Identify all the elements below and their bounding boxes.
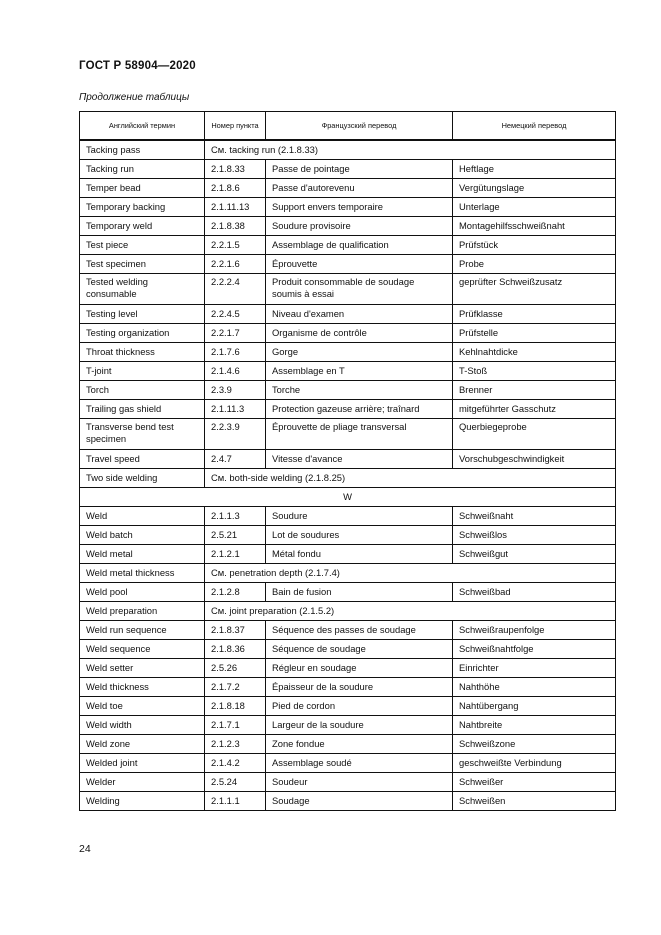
german-translation: Vergütungslage bbox=[453, 179, 616, 198]
french-translation: Soudeur bbox=[266, 773, 453, 792]
clause-number: 2.2.4.5 bbox=[205, 305, 266, 324]
french-translation: Vitesse d'avance bbox=[266, 450, 453, 469]
table-row bbox=[80, 343, 616, 362]
french-translation: Métal fondu bbox=[266, 545, 453, 564]
german-translation: Einrichter bbox=[453, 659, 616, 678]
reference-row bbox=[80, 602, 616, 621]
english-term: Weld width bbox=[80, 716, 205, 735]
english-term: Weld sequence bbox=[80, 640, 205, 659]
french-translation: Assemblage en T bbox=[266, 362, 453, 381]
french-translation: Soudure bbox=[266, 507, 453, 526]
german-translation: Schweißnahtfolge bbox=[453, 640, 616, 659]
cross-reference: См. both-side welding (2.1.8.25) bbox=[205, 469, 616, 488]
clause-number: 2.1.8.6 bbox=[205, 179, 266, 198]
clause-number: 2.3.9 bbox=[205, 381, 266, 400]
german-translation: Heftlage bbox=[453, 160, 616, 179]
english-term: Weld preparation bbox=[80, 602, 205, 621]
german-translation: Nahtübergang bbox=[453, 697, 616, 716]
clause-number: 2.5.24 bbox=[205, 773, 266, 792]
table-row bbox=[80, 274, 616, 305]
clause-number: 2.2.1.6 bbox=[205, 255, 266, 274]
french-translation: Largeur de la soudure bbox=[266, 716, 453, 735]
french-translation: Torche bbox=[266, 381, 453, 400]
english-term: Transverse bend test specimen bbox=[80, 419, 205, 450]
german-translation: mitgeführter Gasschutz bbox=[453, 400, 616, 419]
reference-row bbox=[80, 469, 616, 488]
table-row bbox=[80, 450, 616, 469]
clause-number: 2.5.21 bbox=[205, 526, 266, 545]
clause-number: 2.1.8.38 bbox=[205, 217, 266, 236]
english-term: Temporary backing bbox=[80, 198, 205, 217]
german-translation: geschweißte Verbindung bbox=[453, 754, 616, 773]
english-term: T-joint bbox=[80, 362, 205, 381]
clause-number: 2.2.2.4 bbox=[205, 274, 266, 305]
clause-number: 2.4.7 bbox=[205, 450, 266, 469]
french-translation: Éprouvette bbox=[266, 255, 453, 274]
german-translation: Schweißer bbox=[453, 773, 616, 792]
table-row bbox=[80, 255, 616, 274]
german-translation: Schweißnaht bbox=[453, 507, 616, 526]
clause-number: 2.1.8.18 bbox=[205, 697, 266, 716]
clause-number: 2.1.7.1 bbox=[205, 716, 266, 735]
german-translation: Schweißraupenfolge bbox=[453, 621, 616, 640]
french-translation: Protection gazeuse arrière; traînard bbox=[266, 400, 453, 419]
clause-number: 2.1.11.13 bbox=[205, 198, 266, 217]
clause-number: 2.2.3.9 bbox=[205, 419, 266, 450]
french-translation: Assemblage soudé bbox=[266, 754, 453, 773]
table-body bbox=[80, 140, 616, 811]
german-translation: Unterlage bbox=[453, 198, 616, 217]
german-translation: geprüfter Schweißzusatz bbox=[453, 274, 616, 305]
english-term: Trailing gas shield bbox=[80, 400, 205, 419]
page-number: 24 bbox=[79, 843, 91, 855]
reference-row bbox=[80, 564, 616, 583]
table-row bbox=[80, 773, 616, 792]
english-term: Testing organization bbox=[80, 324, 205, 343]
table-row bbox=[80, 179, 616, 198]
french-translation: Soudure provisoire bbox=[266, 217, 453, 236]
french-translation: Pied de cordon bbox=[266, 697, 453, 716]
german-translation: Schweißzone bbox=[453, 735, 616, 754]
french-translation: Bain de fusion bbox=[266, 583, 453, 602]
english-term: Tacking run bbox=[80, 160, 205, 179]
clause-number: 2.1.2.1 bbox=[205, 545, 266, 564]
french-translation: Zone fondue bbox=[266, 735, 453, 754]
french-translation: Lot de soudures bbox=[266, 526, 453, 545]
table-row bbox=[80, 324, 616, 343]
german-translation: Schweißgut bbox=[453, 545, 616, 564]
english-term: Weld metal thickness bbox=[80, 564, 205, 583]
french-translation: Organisme de contrôle bbox=[266, 324, 453, 343]
letter-divider-row bbox=[80, 488, 616, 507]
clause-number: 2.2.1.5 bbox=[205, 236, 266, 255]
english-term: Temporary weld bbox=[80, 217, 205, 236]
english-term: Travel speed bbox=[80, 450, 205, 469]
reference-row bbox=[80, 140, 616, 160]
clause-number: 2.1.7.2 bbox=[205, 678, 266, 697]
french-translation: Support envers temporaire bbox=[266, 198, 453, 217]
french-translation: Produit consommable de soudage soumis à essai bbox=[266, 274, 453, 305]
english-term: Weld zone bbox=[80, 735, 205, 754]
clause-number: 2.1.4.2 bbox=[205, 754, 266, 773]
cross-reference: См. penetration depth (2.1.7.4) bbox=[205, 564, 616, 583]
english-term: Weld pool bbox=[80, 583, 205, 602]
german-translation: Schweißlos bbox=[453, 526, 616, 545]
english-term: Testing level bbox=[80, 305, 205, 324]
clause-number: 2.1.2.8 bbox=[205, 583, 266, 602]
table-row bbox=[80, 659, 616, 678]
german-translation: Vorschubgeschwindigkeit bbox=[453, 450, 616, 469]
english-term: Welding bbox=[80, 792, 205, 811]
clause-number: 2.5.26 bbox=[205, 659, 266, 678]
document-code: ГОСТ Р 58904—2020 bbox=[79, 60, 196, 72]
clause-number: 2.1.2.3 bbox=[205, 735, 266, 754]
french-translation: Épaisseur de la soudure bbox=[266, 678, 453, 697]
german-translation: Prüfstelle bbox=[453, 324, 616, 343]
table-row bbox=[80, 697, 616, 716]
terms-table bbox=[79, 111, 616, 811]
english-term: Welded joint bbox=[80, 754, 205, 773]
french-translation: Éprouvette de pliage transversal bbox=[266, 419, 453, 450]
clause-number: 2.1.8.37 bbox=[205, 621, 266, 640]
english-term: Test piece bbox=[80, 236, 205, 255]
clause-number: 2.1.11.3 bbox=[205, 400, 266, 419]
column-header-french: Французский перевод bbox=[266, 112, 453, 141]
clause-number: 2.1.4.6 bbox=[205, 362, 266, 381]
english-term: Weld run sequence bbox=[80, 621, 205, 640]
german-translation: Kehlnahtdicke bbox=[453, 343, 616, 362]
german-translation: Prüfstück bbox=[453, 236, 616, 255]
french-translation: Régleur en soudage bbox=[266, 659, 453, 678]
german-translation: Nahthöhe bbox=[453, 678, 616, 697]
english-term: Weld batch bbox=[80, 526, 205, 545]
table-row bbox=[80, 754, 616, 773]
clause-number: 2.1.1.3 bbox=[205, 507, 266, 526]
clause-number: 2.1.7.6 bbox=[205, 343, 266, 362]
table-caption: Продолжение таблицы bbox=[79, 92, 190, 103]
cross-reference: См. tacking run (2.1.8.33) bbox=[205, 140, 616, 160]
clause-number: 2.2.1.7 bbox=[205, 324, 266, 343]
column-header-english: Английский термин bbox=[80, 112, 205, 141]
table-row bbox=[80, 362, 616, 381]
german-translation: Brenner bbox=[453, 381, 616, 400]
french-translation: Passe d'autorevenu bbox=[266, 179, 453, 198]
section-letter: W bbox=[80, 488, 616, 507]
table-row bbox=[80, 716, 616, 735]
german-translation: Nahtbreite bbox=[453, 716, 616, 735]
english-term: Tested welding consumable bbox=[80, 274, 205, 305]
german-translation: Probe bbox=[453, 255, 616, 274]
table-row bbox=[80, 526, 616, 545]
english-term: Weld toe bbox=[80, 697, 205, 716]
cross-reference: См. joint preparation (2.1.5.2) bbox=[205, 602, 616, 621]
english-term: Two side welding bbox=[80, 469, 205, 488]
table-row bbox=[80, 735, 616, 754]
english-term: Weld bbox=[80, 507, 205, 526]
table-row bbox=[80, 381, 616, 400]
table-row bbox=[80, 236, 616, 255]
table-row bbox=[80, 678, 616, 697]
table-header bbox=[80, 112, 616, 141]
french-translation: Séquence des passes de soudage bbox=[266, 621, 453, 640]
german-translation: Prüfklasse bbox=[453, 305, 616, 324]
english-term: Weld setter bbox=[80, 659, 205, 678]
clause-number: 2.1.1.1 bbox=[205, 792, 266, 811]
english-term: Tacking pass bbox=[80, 140, 205, 160]
table-row bbox=[80, 640, 616, 659]
clause-number: 2.1.8.36 bbox=[205, 640, 266, 659]
table-row bbox=[80, 621, 616, 640]
english-term: Weld thickness bbox=[80, 678, 205, 697]
german-translation: Schweißen bbox=[453, 792, 616, 811]
german-translation: T-Stoß bbox=[453, 362, 616, 381]
column-header-german: Немецкий перевод bbox=[453, 112, 616, 141]
table-row bbox=[80, 400, 616, 419]
french-translation: Passe de pointage bbox=[266, 160, 453, 179]
table-row bbox=[80, 305, 616, 324]
table-row bbox=[80, 217, 616, 236]
french-translation: Niveau d'examen bbox=[266, 305, 453, 324]
french-translation: Séquence de soudage bbox=[266, 640, 453, 659]
table-row bbox=[80, 545, 616, 564]
table-row bbox=[80, 419, 616, 450]
english-term: Welder bbox=[80, 773, 205, 792]
english-term: Weld metal bbox=[80, 545, 205, 564]
english-term: Torch bbox=[80, 381, 205, 400]
english-term: Throat thickness bbox=[80, 343, 205, 362]
clause-number: 2.1.8.33 bbox=[205, 160, 266, 179]
english-term: Test specimen bbox=[80, 255, 205, 274]
german-translation: Schweißbad bbox=[453, 583, 616, 602]
table-row bbox=[80, 160, 616, 179]
french-translation: Soudage bbox=[266, 792, 453, 811]
french-translation: Assemblage de qualification bbox=[266, 236, 453, 255]
table-row bbox=[80, 507, 616, 526]
table-row bbox=[80, 792, 616, 811]
table-row bbox=[80, 198, 616, 217]
french-translation: Gorge bbox=[266, 343, 453, 362]
german-translation: Querbiegeprobe bbox=[453, 419, 616, 450]
german-translation: Montagehilfsschweißnaht bbox=[453, 217, 616, 236]
english-term: Temper bead bbox=[80, 179, 205, 198]
table-row bbox=[80, 583, 616, 602]
column-header-number: Номер пункта bbox=[205, 112, 266, 141]
